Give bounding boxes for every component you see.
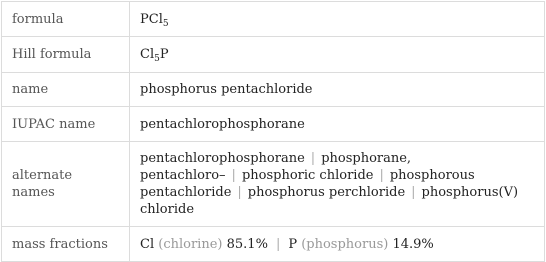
hill-formula-main: Cl: [140, 47, 155, 62]
alternate-name: pentachlorophosphorane: [140, 151, 305, 166]
mass-fraction-value: 85.1%: [226, 236, 268, 252]
hill-formula-subscript: 5: [154, 54, 160, 64]
mass-fractions-value: [130, 227, 545, 262]
mass-fraction-value: 14.9%: [392, 236, 434, 252]
separator: |: [411, 185, 416, 200]
formula-label: formula: [2, 2, 130, 37]
hill-formula-label: Hill formula: [2, 37, 130, 73]
element-name: (chlorine): [158, 236, 223, 252]
alternate-names-value: [130, 142, 545, 227]
alternate-name: phosphoric chloride: [241, 168, 374, 183]
hill-formula-tail: P: [159, 47, 169, 62]
separator: |: [231, 168, 236, 183]
hill-formula-value: [130, 37, 545, 73]
separator: |: [237, 185, 242, 200]
separator: |: [379, 168, 384, 183]
alternate-name: phosphorous pentachloride: [140, 168, 475, 200]
element-symbol: P: [288, 236, 298, 252]
element-name: (phosphorus): [301, 236, 389, 252]
formula-main: PCl: [140, 11, 163, 27]
alternate-name: phosphorus(V) chloride: [140, 185, 519, 217]
separator: |: [310, 151, 316, 166]
iupac-name-value: pentachlorophosphorane: [130, 107, 545, 142]
iupac-name-label: IUPAC name: [2, 107, 130, 142]
mass-fractions-row: [2, 227, 545, 262]
alternate-name: phosphorane, pentachloro–: [140, 151, 412, 183]
formula-value: [130, 2, 545, 37]
formula-subscript: 5: [162, 18, 169, 29]
alternate-names-label: alternate names: [2, 142, 130, 227]
formula-row: [2, 2, 545, 37]
mass-fractions-label: mass fractions: [2, 227, 130, 262]
iupac-name-row: [2, 107, 545, 142]
name-value: phosphorus pentachloride: [130, 73, 545, 107]
element-symbol: Cl: [140, 236, 155, 252]
name-row: [2, 73, 545, 107]
name-label: name: [2, 73, 130, 107]
alternate-name: phosphorus perchloride: [247, 185, 406, 200]
hill-formula-row: [2, 37, 545, 73]
alternate-names-row: [2, 142, 545, 227]
separator: |: [275, 236, 281, 252]
properties-table: [1, 1, 545, 262]
